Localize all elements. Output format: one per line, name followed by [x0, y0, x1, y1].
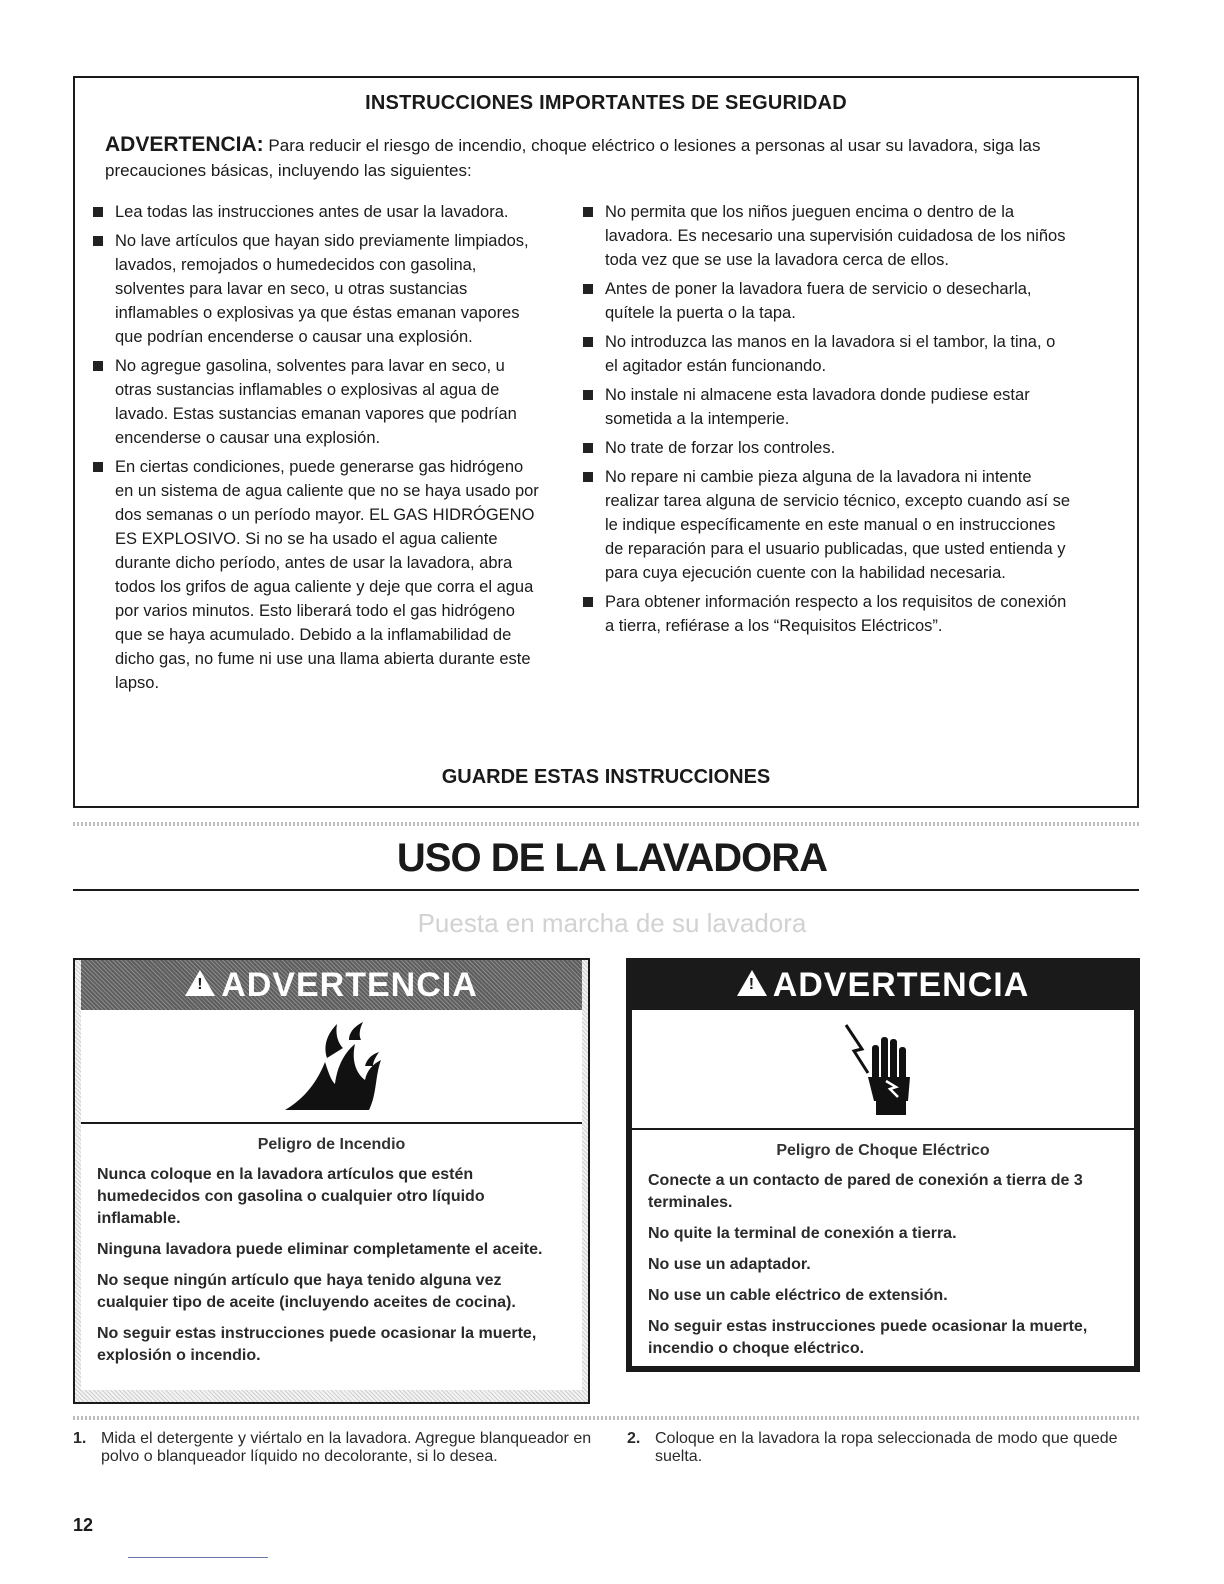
list-item: No permita que los niños jueguen encima o dentro de la lavadora. Es necesario una supervisión cuidadosa de los niños toda vez que se use la lavadora cerca de ellos.	[581, 200, 1071, 272]
bullet-icon	[93, 462, 103, 472]
warning-paragraph: No seguir estas instrucciones puede ocasionar la muerte, explosión o incendio.	[97, 1325, 537, 1364]
bullet-icon	[583, 337, 593, 347]
safety-footer: GUARDE ESTAS INSTRUCCIONES	[441, 766, 771, 788]
fire-warning-text	[81, 1124, 582, 1390]
list-item: Para obtener información respecto a los requisitos de conexión a tierra, refiérase a los “Requisitos Eléctricos”.	[581, 590, 1071, 638]
safety-instructions-box	[73, 76, 1139, 808]
divider	[73, 1416, 1139, 1420]
list-item: Lea todas las instrucciones antes de usar la lavadora.	[91, 200, 541, 224]
hazard-title: Peligro de Incendio	[257, 1136, 406, 1153]
fire-warning-box	[73, 958, 590, 1404]
hazard-title: Peligro de Choque Eléctrico	[776, 1142, 990, 1159]
warning-label: ADVERTENCIA:	[105, 133, 264, 156]
page-number: 12	[73, 1515, 94, 1535]
warning-paragraph: Nunca coloque en la lavadora artículos que estén humedecidos con gasolina o cualquier otro líquido inflamable.	[97, 1166, 485, 1227]
warning-header: ! ADVERTENCIA	[632, 960, 1134, 1010]
warning-paragraph: No quite la terminal de conexión a tierra.	[648, 1225, 957, 1242]
shock-icon-area	[632, 1010, 1134, 1130]
safety-left-column	[91, 200, 541, 700]
shock-warning-box	[626, 958, 1140, 1372]
section-title: USO DE LA LAVADORA	[396, 836, 828, 880]
warning-triangle-icon	[737, 970, 767, 996]
warning-paragraph: Conecte a un contacto de pared de conexión a tierra de 3 terminales.	[648, 1172, 1083, 1211]
shock-warning-text	[632, 1130, 1134, 1366]
warning-header: ! ADVERTENCIA	[81, 960, 582, 1010]
electric-shock-hand-icon	[838, 1019, 928, 1119]
bullet-icon	[583, 390, 593, 400]
list-item: Antes de poner la lavadora fuera de servicio o desecharla, quítele la puerta o la tapa.	[581, 277, 1071, 325]
step-text: Coloque en la lavadora la ropa seleccionada de modo que quede suelta.	[655, 1430, 1118, 1465]
fire-icon	[277, 1018, 387, 1114]
bullet-icon	[583, 472, 593, 482]
fire-icon-area	[81, 1010, 582, 1124]
warning-paragraph: No seque ningún artículo que haya tenido alguna vez cualquier tipo de aceite (incluyendo aceites de cocina).	[97, 1272, 516, 1311]
warning-triangle-icon	[185, 970, 215, 996]
bullet-icon	[583, 284, 593, 294]
bullet-icon	[93, 207, 103, 217]
bullet-icon	[583, 597, 593, 607]
warning-paragraph: No use un cable eléctrico de extensión.	[648, 1287, 948, 1304]
list-item: No agregue gasolina, solventes para lavar en seco, u otras sustancias inflamables o explosivas al agua de lavado. Estas sustancias emanan vapores que podrían encenderse o causar una explosión.	[91, 354, 541, 450]
step-number: 2.	[627, 1430, 641, 1447]
divider	[73, 822, 1139, 826]
bullet-icon	[93, 361, 103, 371]
safety-title: INSTRUCCIONES IMPORTANTES DE SEGURIDAD	[365, 92, 847, 114]
bullet-icon	[583, 443, 593, 453]
section-rule	[73, 889, 1139, 891]
list-item: No repare ni cambie pieza alguna de la lavadora ni intente realizar tarea alguna de servicio técnico, excepto cuando así se le indique específicamente en este manual o en instrucciones de reparación para el usuario publicadas, que usted entienda y para cuya ejecución cuente con la habilidad necesaria.	[581, 465, 1071, 585]
list-item: No introduzca las manos en la lavadora si el tambor, la tina, o el agitador están funcionando.	[581, 330, 1071, 378]
section-subtitle: Puesta en marcha de su lavadora	[417, 908, 807, 938]
bullet-icon	[93, 236, 103, 246]
bullet-icon	[583, 207, 593, 217]
step-number: 1.	[73, 1430, 87, 1447]
list-item: No instale ni almacene esta lavadora donde pudiese estar sometida a la intemperie.	[581, 383, 1071, 431]
warning-paragraph: No seguir estas instrucciones puede ocasionar la muerte, incendio o choque eléctrico.	[648, 1318, 1088, 1357]
warning-paragraph: No use un adaptador.	[648, 1256, 811, 1273]
safety-right-column	[581, 200, 1071, 643]
safety-intro	[105, 132, 1097, 183]
list-item: En ciertas condiciones, puede generarse gas hidrógeno en un sistema de agua caliente que no se haya usado por dos semanas o un período mayor. EL GAS HIDRÓGENO ES EXPLOSIVO. Si no se ha usado el agua caliente durante dicho período, antes de usar la lavadora, abra todos los grifos de agua caliente y deje que corra el agua por varios minutos. Esto liberará todo el gas hidrógeno que se haya acumulado. Debido a la inflamabilidad de dicho gas, no fume ni use una llama abierta durante este lapso.	[91, 455, 541, 695]
warning-paragraph: Ninguna lavadora puede eliminar completamente el aceite.	[97, 1241, 543, 1258]
footer-line	[128, 1557, 268, 1558]
step-text: Mida el detergente y viértalo en la lavadora. Agregue blanqueador en polvo o blanqueador líquido no decolorante, si lo desea.	[101, 1430, 592, 1465]
list-item: No lave artículos que hayan sido previamente limpiados, lavados, remojados o humedecidos con gasolina, solventes para lavar en seco, u otras sustancias inflamables o explosivas ya que éstas emanan vapores que podrían encenderse o causar una explosión.	[91, 229, 541, 349]
list-item: No trate de forzar los controles.	[581, 436, 1071, 460]
warning-text: Para reducir el riesgo de incendio, choque eléctrico o lesiones a personas al usar su lavadora, siga las precauciones básicas, incluyendo las siguientes:	[105, 136, 1041, 180]
